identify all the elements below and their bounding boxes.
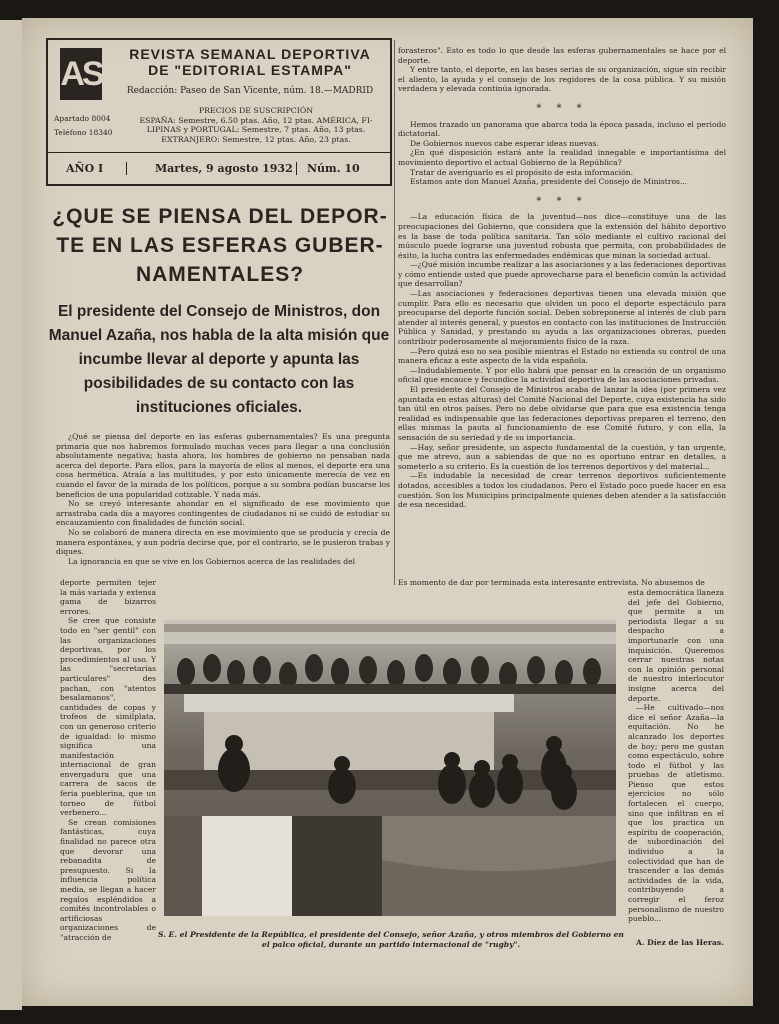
closing-line: Es momento de dar por terminada esta interesante entrevista. No abusemos de	[398, 578, 705, 587]
issue-number: Núm. 10	[296, 162, 360, 175]
section-break: * * *	[536, 102, 588, 114]
photo-illustration	[164, 620, 616, 916]
lead-text: ¿Qué se piensa del deporte en las esferas gubernamentales? Es una pregunta primaria que nos habremos formulado muchas veces para llegar a una conclusión absolutamente negativa; hasta ahora, los hombres de gobierno no pensaban nada acerca del deporte. Para ellos, para la mayoría de ellos al menos, el deporte era una cosa hermética. Atraía a las multitudes, y por esto únicamente merecía de vez en cuando el favor de la mirada de los políticos, porque a su sombra podían buscarse los beneficios de una popularidad cotizable. Y nada más. No se creyó interesante ahondar en el significado de ese movimiento que arrastraba cada día a mayores contingentes de ciudadanos ni se cuidó de estudiar su encauzamiento con finalidades de función social. No se colaboró de manera directa en ese movimiento que se producía y crecía de manera espontánea, y aun podría decirse que, por el contrario, se le pusieron trabas y diques. La ignorancia en que se vive en los Gobiernos acerca de las realidades del	[56, 432, 390, 566]
subscription-prices: PRECIOS DE SUSCRIPCIÓN ESPAÑA: Semestre, 6.50 ptas. Año, 12 ptas. AMÉRICA, FI- LIPINAS y PORTUGAL: Semestre, 7 ptas. Año, 13 ptas. EXTRANJERO: Semestre, 12 ptas. Año, 23 ptas.	[139, 106, 373, 144]
photo-caption: S. E. el Presidente de la República, el presidente del Consejo, señor Azaña, y otros miembros del Gobierno en el palco oficial, durante un partido internacional de "rugby".	[158, 930, 624, 949]
contact-info: Apartado 8004 Teléfono 18340	[54, 114, 113, 137]
author-signature: A. Díez de las Heras.	[636, 938, 724, 947]
issue-year: AÑO I	[66, 162, 104, 175]
masthead-title: REVISTA SEMANAL DEPORTIVA DE "EDITORIAL ESTAMPA"	[129, 46, 371, 78]
headline: ¿QUE SE PIENSA DEL DEPOR- TE EN LAS ESFERAS GUBER- NAMENTALES?	[52, 205, 388, 286]
issue-date: Martes, 9 agosto 1932	[126, 162, 293, 175]
column-divider	[394, 40, 395, 585]
issue-bar	[48, 152, 390, 185]
left-narrow-column: deporte permiten tejer la más variada y extensa gama de bizarros errores. Se cree que consiste todo en "ser gentil" con las organizaciones deportivas, por los procedimientos al uso. Y las "secretarías particulares" des pachan, con "atentos besalamanos", cantidades de copas y trofeos de similplata, con un generoso criterio de igualdad: lo mismo significa una manifestación internacional de gran envergadura que una carrera de sacos de feria pueblerina, que un torneo de fútbol verbenero... Se crean comisiones fantásticas, cuya finalidad no parece otra que devorar una rebanadita de presupuesto. Si la influencia política media, se llegan a hacer regalos espléndidos a comités incontrolables o artificiosas organizaciones de "atracción de	[60, 578, 156, 942]
redaccion-address: Redacción: Paseo de San Vicente, núm. 18.—MADRID	[126, 86, 374, 96]
page-edge	[0, 20, 22, 1010]
section-break: * * *	[536, 195, 588, 207]
right-column: forasteros". Esto es todo lo que desde las esferas gubernamentales se hace por el deporte. Y entre tanto, el deporte, en las bases serias de su organización, sigue sin recibir el aliento, la ayuda y el consejo de los regidores de la cosa pública. Y su misión verdadera y elevada continúa ignorada. * * * Hemos trazado un panorama que abarca toda la época pasada, incluso el periodo dictatorial. De Gobiernos nuevos cabe esperar ideas nuevas. ¿En qué disposición estará ante la realidad innegable e importantísima del movimiento deportivo el actual Gobierno de la República? Tratar de averiguarlo es el propósito de esta información. Estamos ante don Manuel Azaña, presidente del Consejo de Ministros... * * * —La educación física de la juventud—nos dice—constituye una de las preocupaciones del Gobierno, que considera que la extensión del hábito deportivo es la base de toda política sanitaria. Tan sólo mediante el cultivo racional del músculo puede lograrse una juventud robusta que permita, con probabilidades de éxito, la lucha contra las enfermedades endémicas que minan la sociedad actual. —¿Qué misión incumbe realizar a las asociaciones y a las federaciones deportivas y cómo entiende usted que puede aprovecharse para el beneficio común la actividad que desarrollan? —Las asociaciones y federaciones deportivas tienen una elevada misión que cumplir. Para ello es necesario que olviden un poco el deporte espectáculo para preocuparse del deporte función social. Deben sobreponerse al interés de club para atender al interés general, y puestos en contacto con las instituciones de Instrucción Pública y Sanidad, y prestando su ayuda a las organizaciones obreras, pueden contribuir poderosamente al mejoramiento físico de la raza. —Pero quizá eso no sea posible mientras el Estado no extienda su control de una manera eficaz a este aspecto de la vida española. —Indudablemente. Y por ello habrá que pensar en la creación de un organismo oficial que encauce y fecundice la actividad deportiva de las asociaciones privadas. El presidente del Consejo de Ministros acaba de lanzar la idea (por primera vez apuntada en estas alturas) del Comité Nacional del Deporte, cuya existencia ha sido tan útil en otros países. Pero no debe olvidarse que para que esa existencia tenga realidad es indispensable que las federaciones deportivas preparen el terreno, den ellas mismas la pauta al funcionamiento de ese Comité futuro, y con ella, la sensación de su seriedad y de su importancia. —Hay, señor presidente, un aspecto fundamental de la cuestión, y tan urgente, que me atrevo, aun a sabiendas de que no es oportuno entrar en detalles, a someterlo a su criterio. Es la cuestión de los terrenos deportivos y del material... —Es indudable la necesidad de crear terrenos deportivos suficientemente dotados, accesibles a todos los ciudadanos. Pero el Estado poco puede hacer en esa cuestión. Son los Municipios principalmente quienes deben atender a la satisfacción de esa necesidad.	[398, 46, 726, 510]
subtitle: El presidente del Consejo de Ministros, don Manuel Azaña, nos habla de la alta misión que incumbe llevar al deporte y apunta las posibilidades de su contacto con las instituciones oficiales.	[48, 303, 390, 416]
stadium-photo	[164, 620, 616, 916]
masthead	[46, 38, 392, 186]
right-narrow-column: esta democrática llaneza del jefe del Gobierno, que permite a un periodista llegar a su despacho a importunarle con una inquisición. Queremos cerrar nuestras notas con la opinión personal de nuestro interlocutor insigne acerca del deporte. —He cultivado—nos dice el señor Azaña—la equitación. No he alcanzado los deportes de hoy; pero me gustan como espectáculo, sobre todo el fútbol y las pruebas de atletismo. Pienso que estos ejercicios no sólo fortalecen el cuerpo, sino que infiltran en el que los practica un espíritu de cooperación, de subordinación del individuo a la colectividad que han de trascender a las demás actividades de la vida, contribuyendo a corregir el feroz personalismo de nuestro pueblo...	[628, 588, 724, 924]
as-logo: AS	[60, 48, 102, 100]
